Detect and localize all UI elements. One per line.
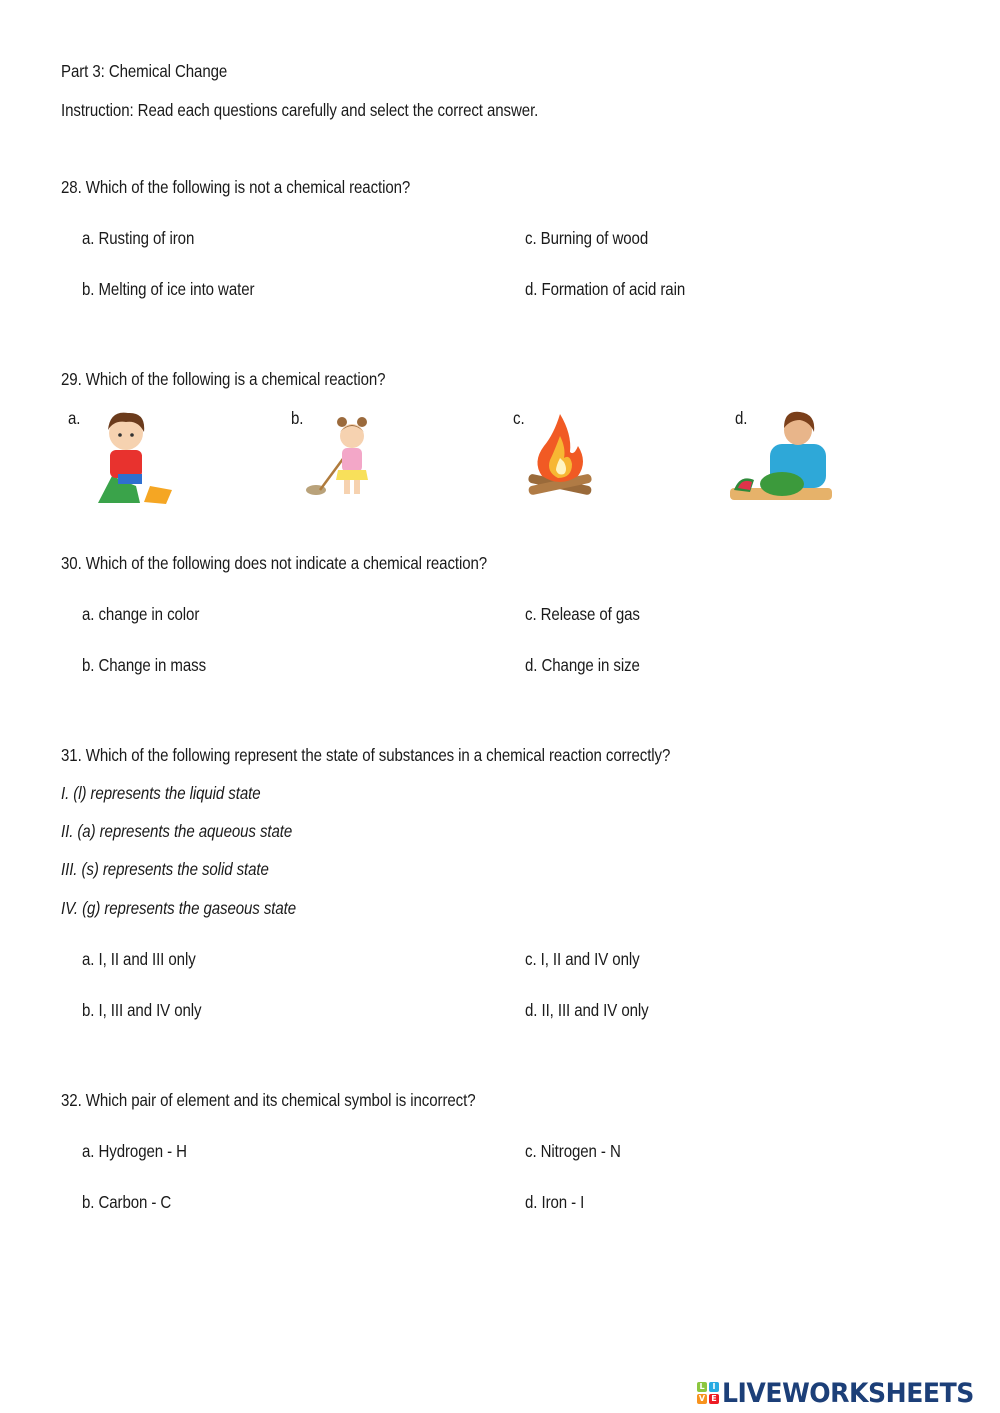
option-d[interactable]: d. Formation of acid rain bbox=[525, 279, 686, 299]
logo-text: LIVEWORKSHEETS bbox=[722, 1377, 974, 1409]
campfire-illustration[interactable] bbox=[524, 412, 596, 500]
question-text: 29. Which of the following is a chemical reaction? bbox=[61, 369, 386, 389]
option-c[interactable]: c. Burning of wood bbox=[525, 228, 649, 248]
option-d[interactable]: d. Iron - I bbox=[525, 1192, 585, 1212]
question-text: 30. Which of the following does not indicate a chemical reaction? bbox=[61, 553, 488, 573]
boy-folding-paper-illustration[interactable] bbox=[90, 408, 175, 508]
option-a[interactable]: a. Rusting of iron bbox=[82, 228, 195, 248]
question-text: 31. Which of the following represent the state of substances in a chemical reaction correctly? bbox=[61, 745, 671, 765]
girl-sweeping-illustration[interactable] bbox=[298, 412, 388, 502]
option-c[interactable]: c. Release of gas bbox=[525, 604, 640, 624]
question-text: 32. Which pair of element and its chemical symbol is incorrect? bbox=[61, 1090, 476, 1110]
part-title: Part 3: Chemical Change bbox=[61, 61, 228, 81]
logo-block-l: L bbox=[697, 1382, 707, 1392]
option-a[interactable]: a. I, II and III only bbox=[82, 949, 196, 969]
statement-2: II. (a) represents the aqueous state bbox=[61, 821, 293, 841]
logo-blocks-icon bbox=[697, 1382, 719, 1404]
option-b[interactable]: b. Melting of ice into water bbox=[82, 279, 255, 299]
picture-option-letter-c: c. bbox=[513, 408, 525, 428]
option-b[interactable]: b. I, III and IV only bbox=[82, 1000, 202, 1020]
option-b[interactable]: b. Carbon - C bbox=[82, 1192, 172, 1212]
picture-option-letter-d: d. bbox=[735, 408, 748, 428]
logo-block-e: E bbox=[709, 1394, 719, 1404]
statement-4: IV. (g) represents the gaseous state bbox=[61, 898, 297, 918]
statement-3: III. (s) represents the solid state bbox=[61, 859, 269, 879]
option-a[interactable]: a. change in color bbox=[82, 604, 200, 624]
picture-option-letter-a: a. bbox=[68, 408, 81, 428]
liveworksheets-logo bbox=[697, 1378, 993, 1408]
option-c[interactable]: c. I, II and IV only bbox=[525, 949, 640, 969]
option-c[interactable]: c. Nitrogen - N bbox=[525, 1141, 621, 1161]
logo-block-v: V bbox=[698, 1394, 706, 1403]
picture-option-letter-b: b. bbox=[291, 408, 304, 428]
option-d[interactable]: d. II, III and IV only bbox=[525, 1000, 649, 1020]
instruction-text: Instruction: Read each questions carefully and select the correct answer. bbox=[61, 100, 539, 120]
statement-1: I. (l) represents the liquid state bbox=[61, 783, 261, 803]
woman-cutting-watermelon-illustration[interactable] bbox=[730, 408, 840, 504]
option-b[interactable]: b. Change in mass bbox=[82, 655, 207, 675]
question-text: 28. Which of the following is not a chemical reaction? bbox=[61, 177, 411, 197]
logo-block-i: I bbox=[709, 1382, 719, 1392]
option-d[interactable]: d. Change in size bbox=[525, 655, 640, 675]
option-a[interactable]: a. Hydrogen - H bbox=[82, 1141, 187, 1161]
